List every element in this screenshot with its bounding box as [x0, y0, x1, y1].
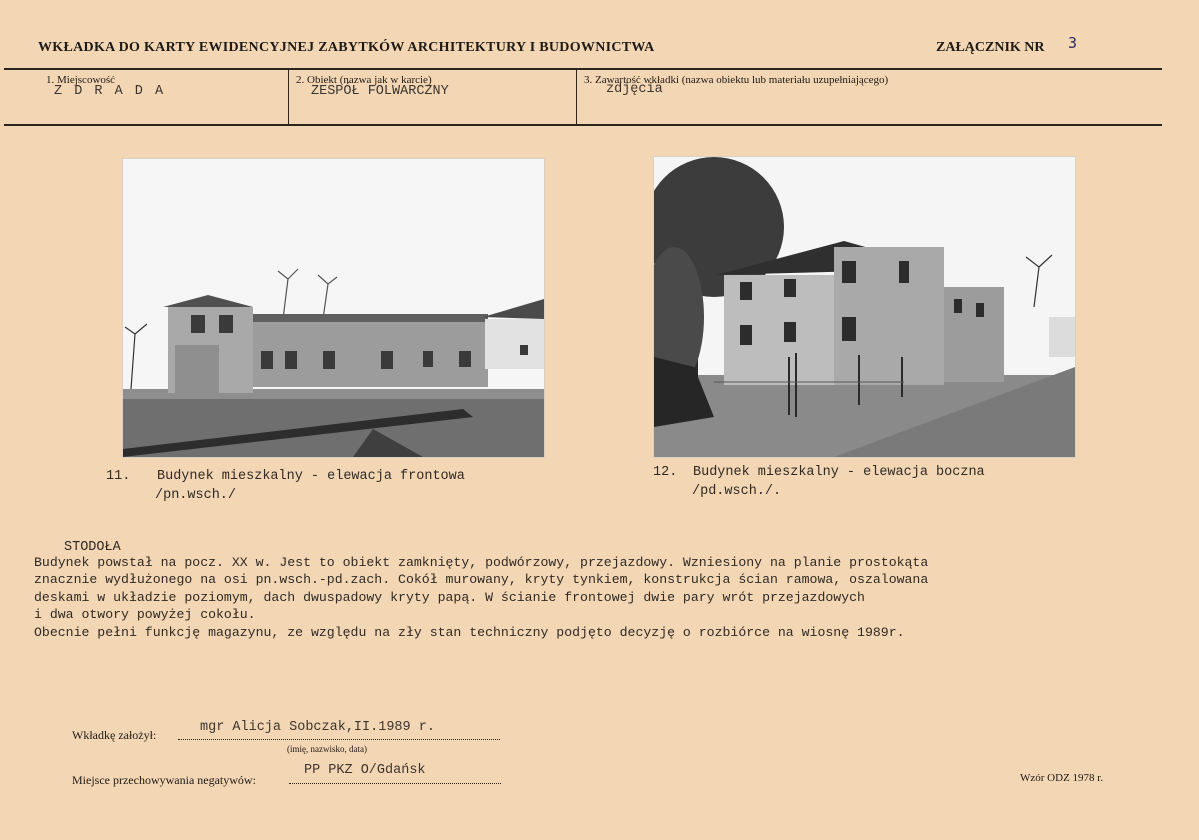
photo-11-caption: Budynek mieszkalny - elewacja frontowa — [157, 469, 465, 484]
description-line-4: i dwa otwory powyżej cokołu. — [34, 607, 256, 623]
object-label: 2. Obiekt (nazwa jak w karcie) — [296, 74, 432, 86]
photo-12-orientation: /pd.wsch./. — [692, 484, 782, 499]
photo-12-number: 12. — [653, 465, 678, 480]
annex-number: 3 — [1068, 34, 1078, 52]
author-note: (imię, nazwisko, data) — [287, 744, 367, 754]
object-value: ZESPÓŁ FOLWARCZNY — [311, 84, 449, 99]
description-text — [34, 554, 1199, 641]
negatives-label: Miejsce przechowywania negatywów: — [72, 773, 256, 787]
description-line-2: znacznie wydłużonego na osi pn.wsch.-pd.zach. Cokół murowany, kryty tynkiem, konstrukcja ścian ramowa, oszalowana — [34, 572, 929, 588]
photo-12-caption: Budynek mieszkalny - elewacja boczna — [693, 465, 985, 480]
annex-label: ZAŁĄCZNIK NR — [936, 40, 1045, 55]
photo-11-orientation: /pn.wsch./ — [155, 488, 237, 503]
contents-value: zdjęcia — [606, 82, 663, 97]
locality-value: Z D R A D A — [54, 84, 166, 99]
field-divider-1 — [288, 70, 289, 124]
header-rule-bottom — [4, 124, 1162, 126]
author-line — [178, 739, 500, 740]
contents-label: 3. Zawartość wkładki (nazwa obiektu lub materiału uzupełniającego) — [584, 74, 889, 86]
photo-front-elevation — [122, 158, 545, 458]
negatives-value: PP PKZ O/Gdańsk — [304, 763, 426, 778]
author-value: mgr Alicja Sobczak,II.1989 r. — [200, 720, 435, 735]
form-version: Wzór ODZ 1978 r. — [1020, 772, 1104, 784]
description-line-5: Obecnie pełni funkcję magazynu, ze względu na zły stan techniczny podjęto decyzję o rozbiórce na wiosnę 1989r. — [34, 624, 905, 640]
description-line-3: deskami w układzie poziomym, dach dwuspadowy kryty papą. W ścianie frontowej dwie pary wrót przejazdowych — [34, 589, 865, 605]
header-rule-top — [4, 68, 1162, 70]
field-divider-2 — [576, 70, 577, 124]
photo-11-number: 11. — [106, 469, 131, 484]
author-label: Wkładkę założył: — [72, 728, 157, 742]
photo-side-elevation — [653, 156, 1076, 458]
card-title: WKŁADKA DO KARTY EWIDENCYJNEJ ZABYTKÓW ARCHITEKTURY I BUDOWNICTWA — [38, 40, 655, 55]
locality-label: 1. Miejscowość — [46, 74, 116, 86]
description-heading: STODOŁA — [64, 540, 121, 555]
description-line-1: Budynek powstał na pocz. XX w. Jest to obiekt zamknięty, podwórzowy, przejazdowy. Wzniesiony na planie prostokąta — [34, 555, 929, 570]
negatives-line — [289, 783, 501, 784]
